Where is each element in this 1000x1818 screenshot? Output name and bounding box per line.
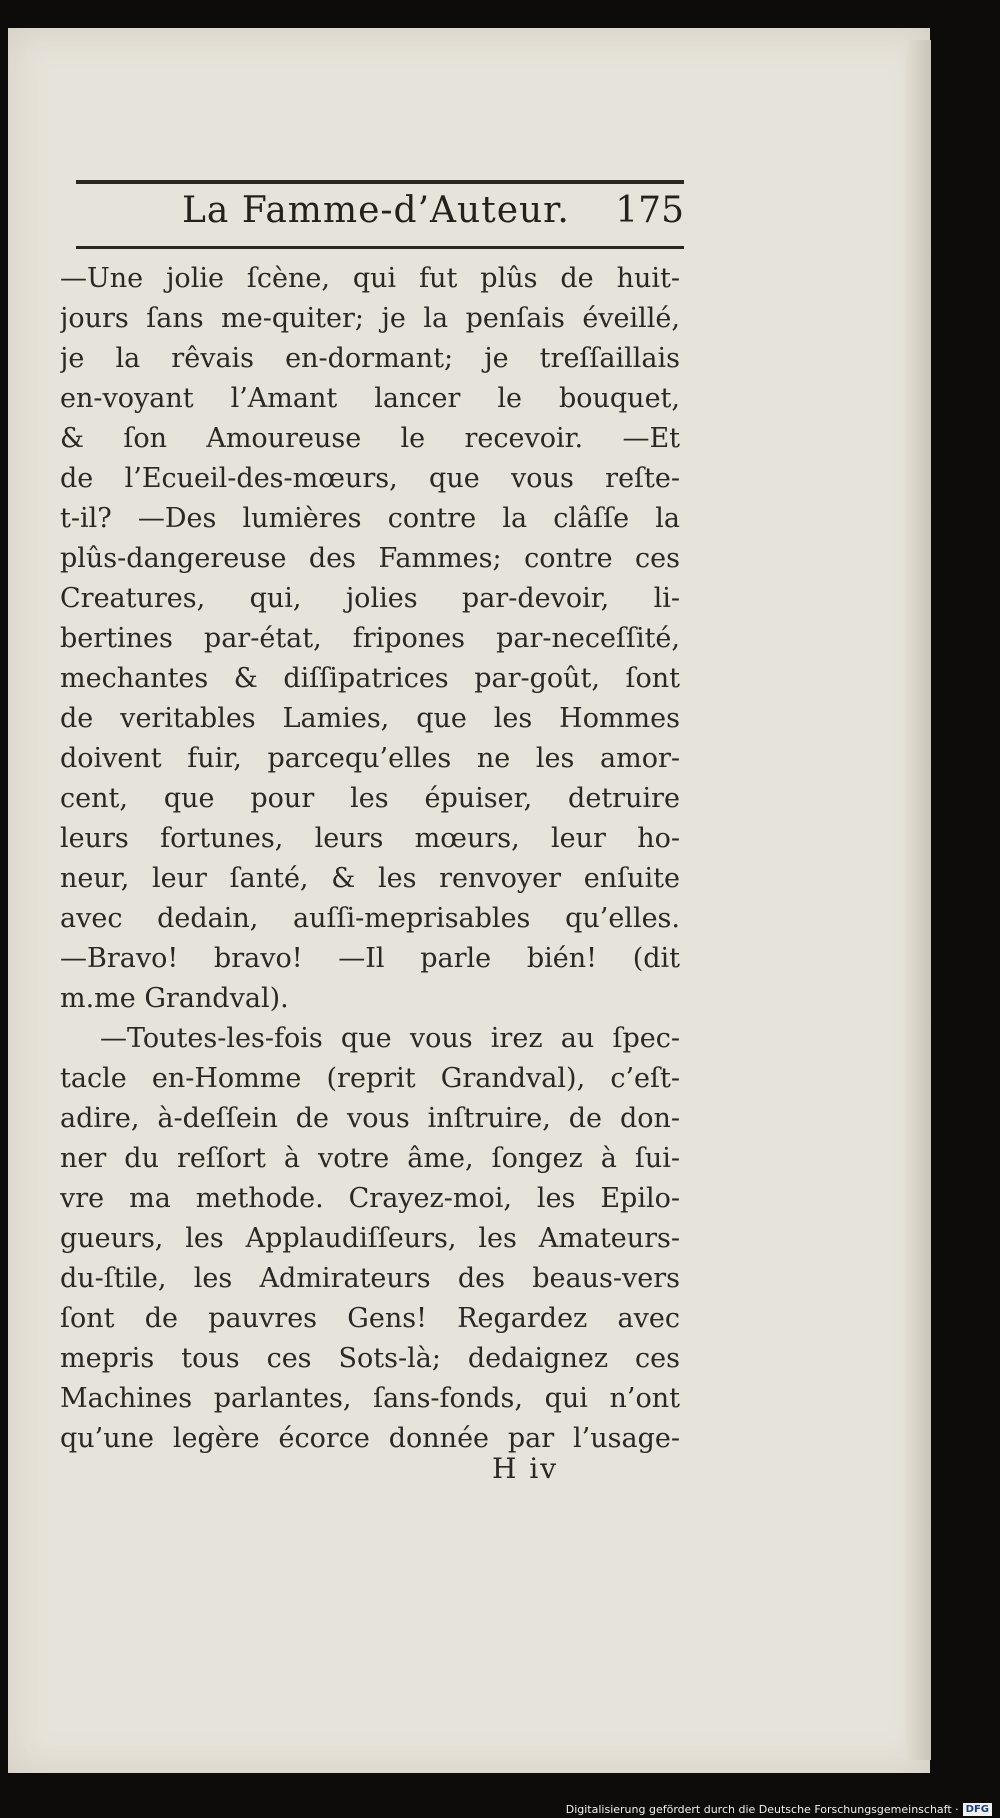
page-edge xyxy=(905,40,931,1760)
text-line: leurs fortunes, leurs mœurs, leur ho- xyxy=(60,823,680,854)
text-line: mechantes & diſſipatrices par-goût, ſont xyxy=(60,663,680,694)
digitization-credit xyxy=(566,1803,992,1816)
text-line: —Une jolie ſcène, qui fut plûs de huit- xyxy=(60,263,680,294)
dfg-logo-icon: DFG xyxy=(963,1803,992,1816)
text-line: Creatures, qui, jolies par-devoir, li- xyxy=(60,583,680,614)
text-line: je la rêvais en-dormant; je treſſaillais xyxy=(60,343,680,374)
text-line: en-voyant l’Amant lancer le bouquet, xyxy=(60,383,680,414)
text-line: neur, leur ſanté, & les renvoyer enſuite xyxy=(60,863,680,894)
text-line: avec dedain, auſſi-meprisables qu’elles. xyxy=(60,903,680,934)
text-line: de l’Ecueil-des-mœurs, que vous reſte- xyxy=(60,463,680,494)
text-line: adire, à-deſſein de vous inſtruire, de don- xyxy=(60,1103,680,1134)
running-title: La Famme-d’Auteur. xyxy=(182,190,570,231)
text-line: du-ſtile, les Admirateurs des beaus-vers xyxy=(60,1263,680,1294)
text-line: ſont de pauvres Gens! Regardez avec xyxy=(60,1303,680,1334)
text-line: jours ſans me-quiter; je la penſais éveillé, xyxy=(60,303,680,334)
text-line: plûs-dangereuse des Fammes; contre ces xyxy=(60,543,680,574)
text-line: Machines parlantes, ſans-fonds, qui n’ont xyxy=(60,1383,680,1414)
signature-mark: H iv xyxy=(492,1452,559,1485)
text-line: —Bravo! bravo! —Il parle bién! (dit xyxy=(60,943,680,974)
text-line: ner du reſſort à votre âme, ſongez à ſui- xyxy=(60,1143,680,1174)
text-line: tacle en-Homme (reprit Grandval), c’eſt- xyxy=(60,1063,680,1094)
text-line: cent, que pour les épuiser, detruire xyxy=(60,783,680,814)
text-line: doivent fuir, parcequ’elles ne les amor- xyxy=(60,743,680,774)
text-line: de veritables Lamies, que les Hommes xyxy=(60,703,680,734)
text-line: bertines par-état, fripones par-neceſſité, xyxy=(60,623,680,654)
text-line: t-il? —Des lumières contre la clâſſe la xyxy=(60,503,680,534)
body-text xyxy=(60,259,680,1459)
text-line: qu’une legère écorce donnée par l’usage- xyxy=(60,1423,680,1454)
text-line: mepris tous ces Sots-là; dedaignez ces xyxy=(60,1343,680,1374)
page-header xyxy=(76,186,684,242)
text-line: —Toutes-les-fois que vous irez au ſpec- xyxy=(100,1023,680,1054)
header-rule-top xyxy=(76,180,684,184)
header-rule-bottom xyxy=(76,246,684,249)
page-number: 175 xyxy=(615,190,684,231)
credit-text: Digitalisierung gefördert durch die Deutsche Forschungsgemeinschaft · xyxy=(565,1803,959,1816)
text-line: m.me Grandval). xyxy=(60,983,289,1014)
text-line: vre ma methode. Crayez-moi, les Epilo- xyxy=(60,1183,680,1214)
text-line: gueurs, les Applaudiſſeurs, les Amateurs- xyxy=(60,1223,680,1254)
text-line: & ſon Amoureuse le recevoir. —Et xyxy=(60,423,680,454)
